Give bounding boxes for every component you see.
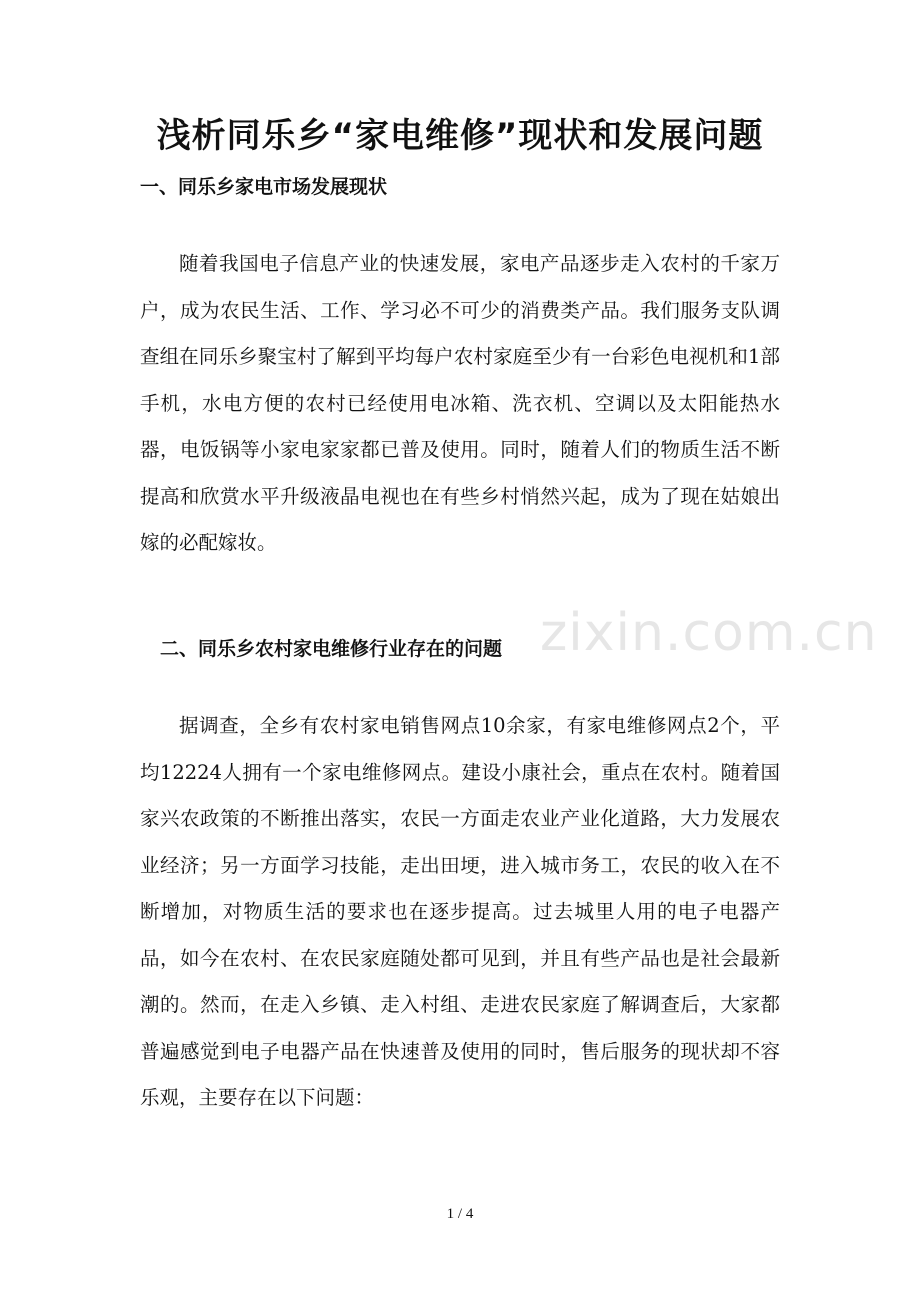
document-title: 浅析同乐乡“家电维修”现状和发展问题 bbox=[156, 116, 764, 156]
page-number: 1 / 4 bbox=[446, 1206, 474, 1222]
section-1-heading: 一、同乐乡家电市场发展现状 bbox=[140, 176, 388, 198]
section-2-heading: 二、同乐乡农村家电维修行业存在的问题 bbox=[160, 638, 503, 660]
section-1-paragraph: 随着我国电子信息产业的快速发展，家电产品逐步走入农村的千家万户，成为农民生活、工作、学习必不可少的消费类产品。我们服务支队调查组在同乐乡聚宝村了解到平均每户农村家庭至少有一台彩色电视机和1部手机，水电方便的农村已经使用电冰箱、洗衣机、空调以及太阳能热水器，电饭锅等小家电家家都已普及使用。同时，随着人们的物质生活不断提高和欣赏水平升级液晶电视也在有些乡村悄然兴起，成为了现在姑娘出嫁的必配嫁妆。 bbox=[140, 252, 780, 554]
watermark: zixin.com.cn bbox=[540, 603, 878, 663]
section-2-paragraph: 据调查，全乡有农村家电销售网点10余家，有家电维修网点2个，平均12224人拥有一个家电维修网点。建设小康社会，重点在农村。随着国家兴农政策的不断推出落实，农民一方面走农业产业化道路，大力发展农业经济；另一方面学习技能，走出田埂，进入城市务工，农民的收入在不断增加，对物质生活的要求也在逐步提高。过去城里人用的电子电器产品，如今在农村、在农民家庭随处都可见到，并且有些产品也是社会最新潮的。然而，在走入乡镇、走入村组、走进农民家庭了解调查后，大家都普遍感觉到电子电器产品在快速普及使用的同时，售后服务的现状却不容乐观，主要存在以下问题： bbox=[140, 714, 780, 1109]
